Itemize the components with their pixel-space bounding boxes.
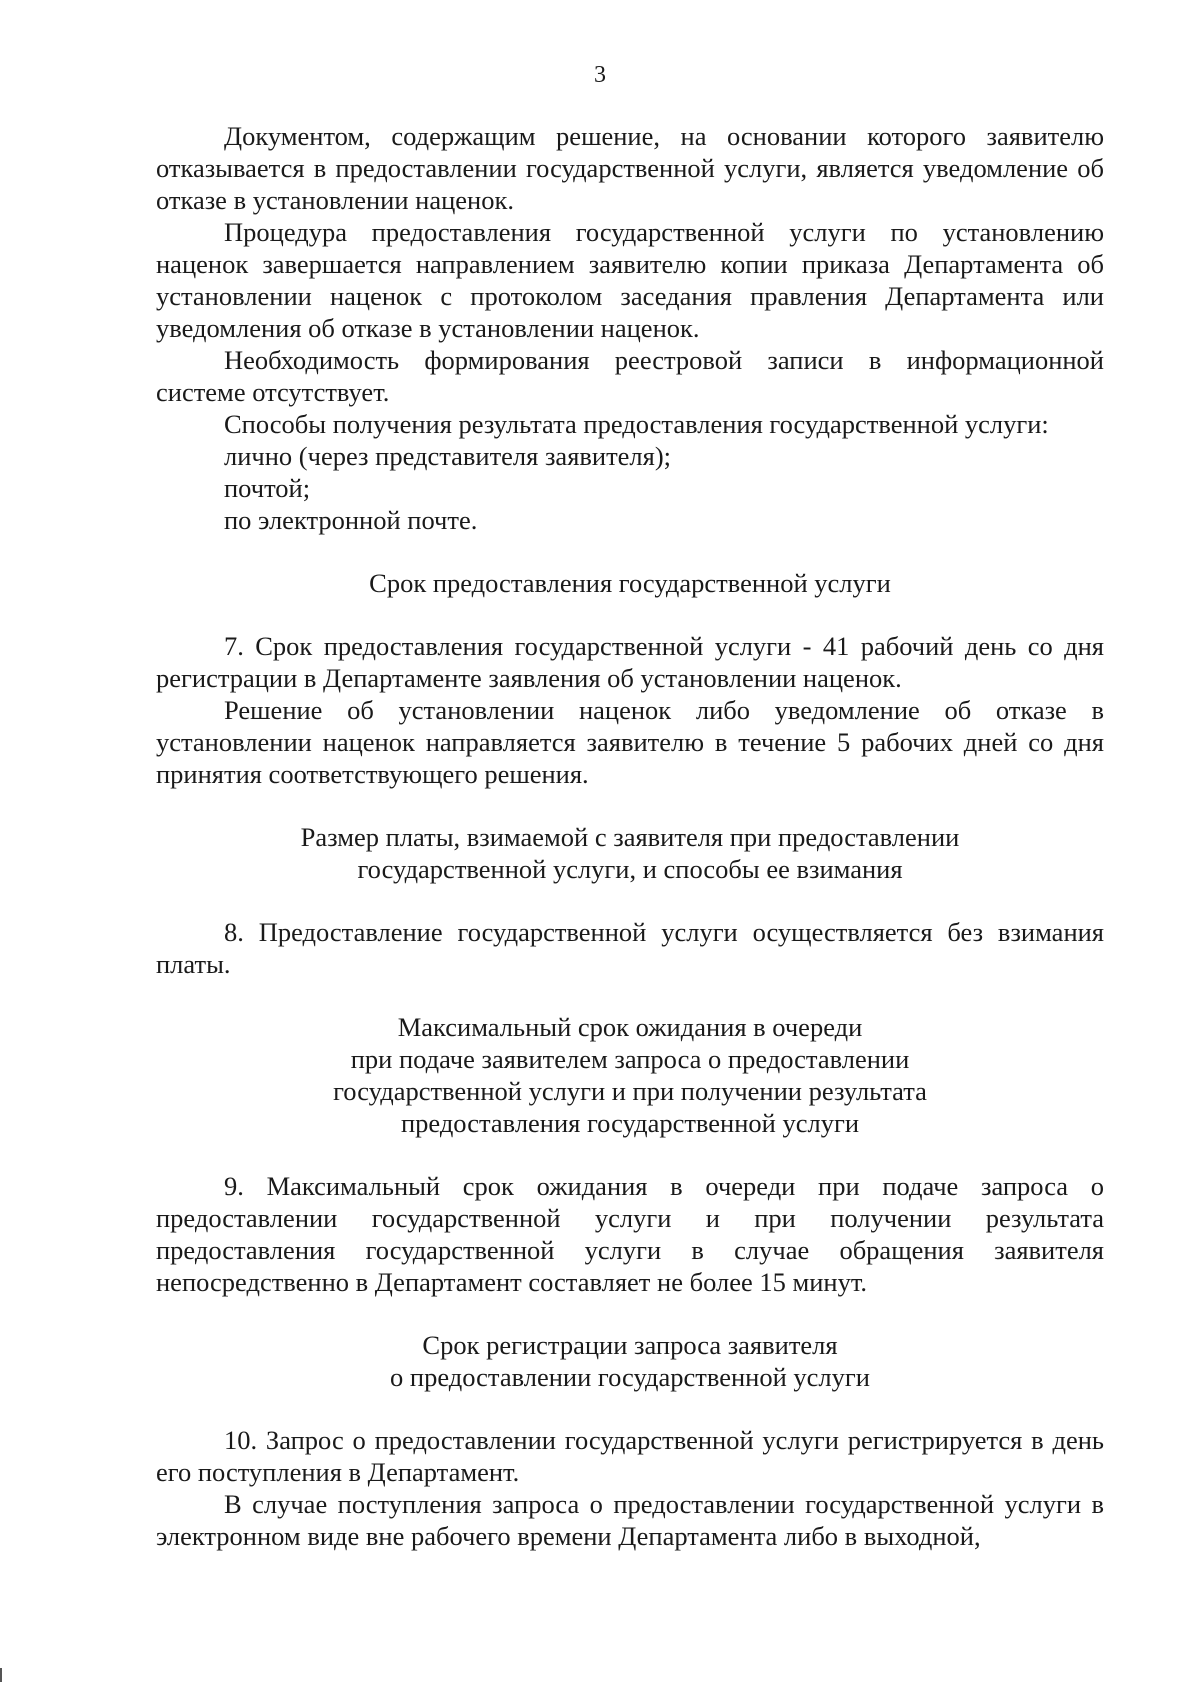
heading-line: Максимальный срок ожидания в очереди xyxy=(397,1012,863,1042)
paragraph: Решение об установлении наценок либо уведомление об отказе в установлении наценок направляется заявителю в течение 5 рабочих дней со дня принятия соответствующего решения. xyxy=(156,695,1104,789)
section-heading: Срок предоставления государственной услуги xyxy=(369,568,891,598)
section-heading xyxy=(156,1011,1104,1139)
heading-line: Размер платы, взимаемой с заявителя при предоставлении xyxy=(300,822,960,852)
paragraph: 7. Срок предоставления государственной услуги - 41 рабочий день со дня регистрации в Департаменте заявления об установлении наценок. xyxy=(156,631,1104,693)
heading-line: Срок регистрации запроса заявителя xyxy=(422,1330,838,1360)
list-item: лично (через представителя заявителя); xyxy=(224,441,672,471)
heading-line: государственной услуги, и способы ее взимания xyxy=(357,854,903,884)
paragraph: В случае поступления запроса о предоставлении государственной услуги в электронном виде вне рабочего времени Департамента либо в выходной, xyxy=(156,1489,1104,1551)
section-heading xyxy=(156,1329,1104,1393)
document-body xyxy=(156,120,1104,1552)
list-item: по электронной почте. xyxy=(224,505,478,535)
page-number: 3 xyxy=(594,62,606,88)
paragraph: Способы получения результата предоставления государственной услуги: xyxy=(224,409,1049,439)
paragraph: Необходимость формирования реестровой записи в информационной системе отсутствует. xyxy=(156,345,1104,407)
paragraph: Документом, содержащим решение, на основании которого заявителю отказывается в предоставлении государственной услуги, является уведомление об отказе в установлении наценок. xyxy=(156,121,1104,215)
heading-line: предоставления государственной услуги xyxy=(400,1108,860,1138)
heading-line: государственной услуги и при получении результата xyxy=(333,1076,927,1106)
scan-edge-mark xyxy=(0,1668,2,1682)
paragraph: 9. Максимальный срок ожидания в очереди при подаче запроса о предоставлении государственной услуги и при получении результата предоставления государственной услуги в случае обращения заявителя непосредственно в Департамент составляет не более 15 минут. xyxy=(156,1171,1104,1297)
paragraph: Процедура предоставления государственной услуги по установлению наценок завершается направлением заявителю копии приказа Департамента об установлении наценок с протоколом заседания правления Департамента или уведомления об отказе в установлении наценок. xyxy=(156,217,1104,343)
list-item: почтой; xyxy=(224,473,311,503)
heading-line: о предоставлении государственной услуги xyxy=(390,1362,870,1392)
section-heading xyxy=(156,821,1104,885)
heading-line: при подаче заявителем запроса о предоставлении xyxy=(350,1044,910,1074)
paragraph: 10. Запрос о предоставлении государственной услуги регистрируется в день его поступления в Департамент. xyxy=(156,1425,1104,1487)
paragraph: 8. Предоставление государственной услуги осуществляется без взимания платы. xyxy=(156,917,1104,979)
